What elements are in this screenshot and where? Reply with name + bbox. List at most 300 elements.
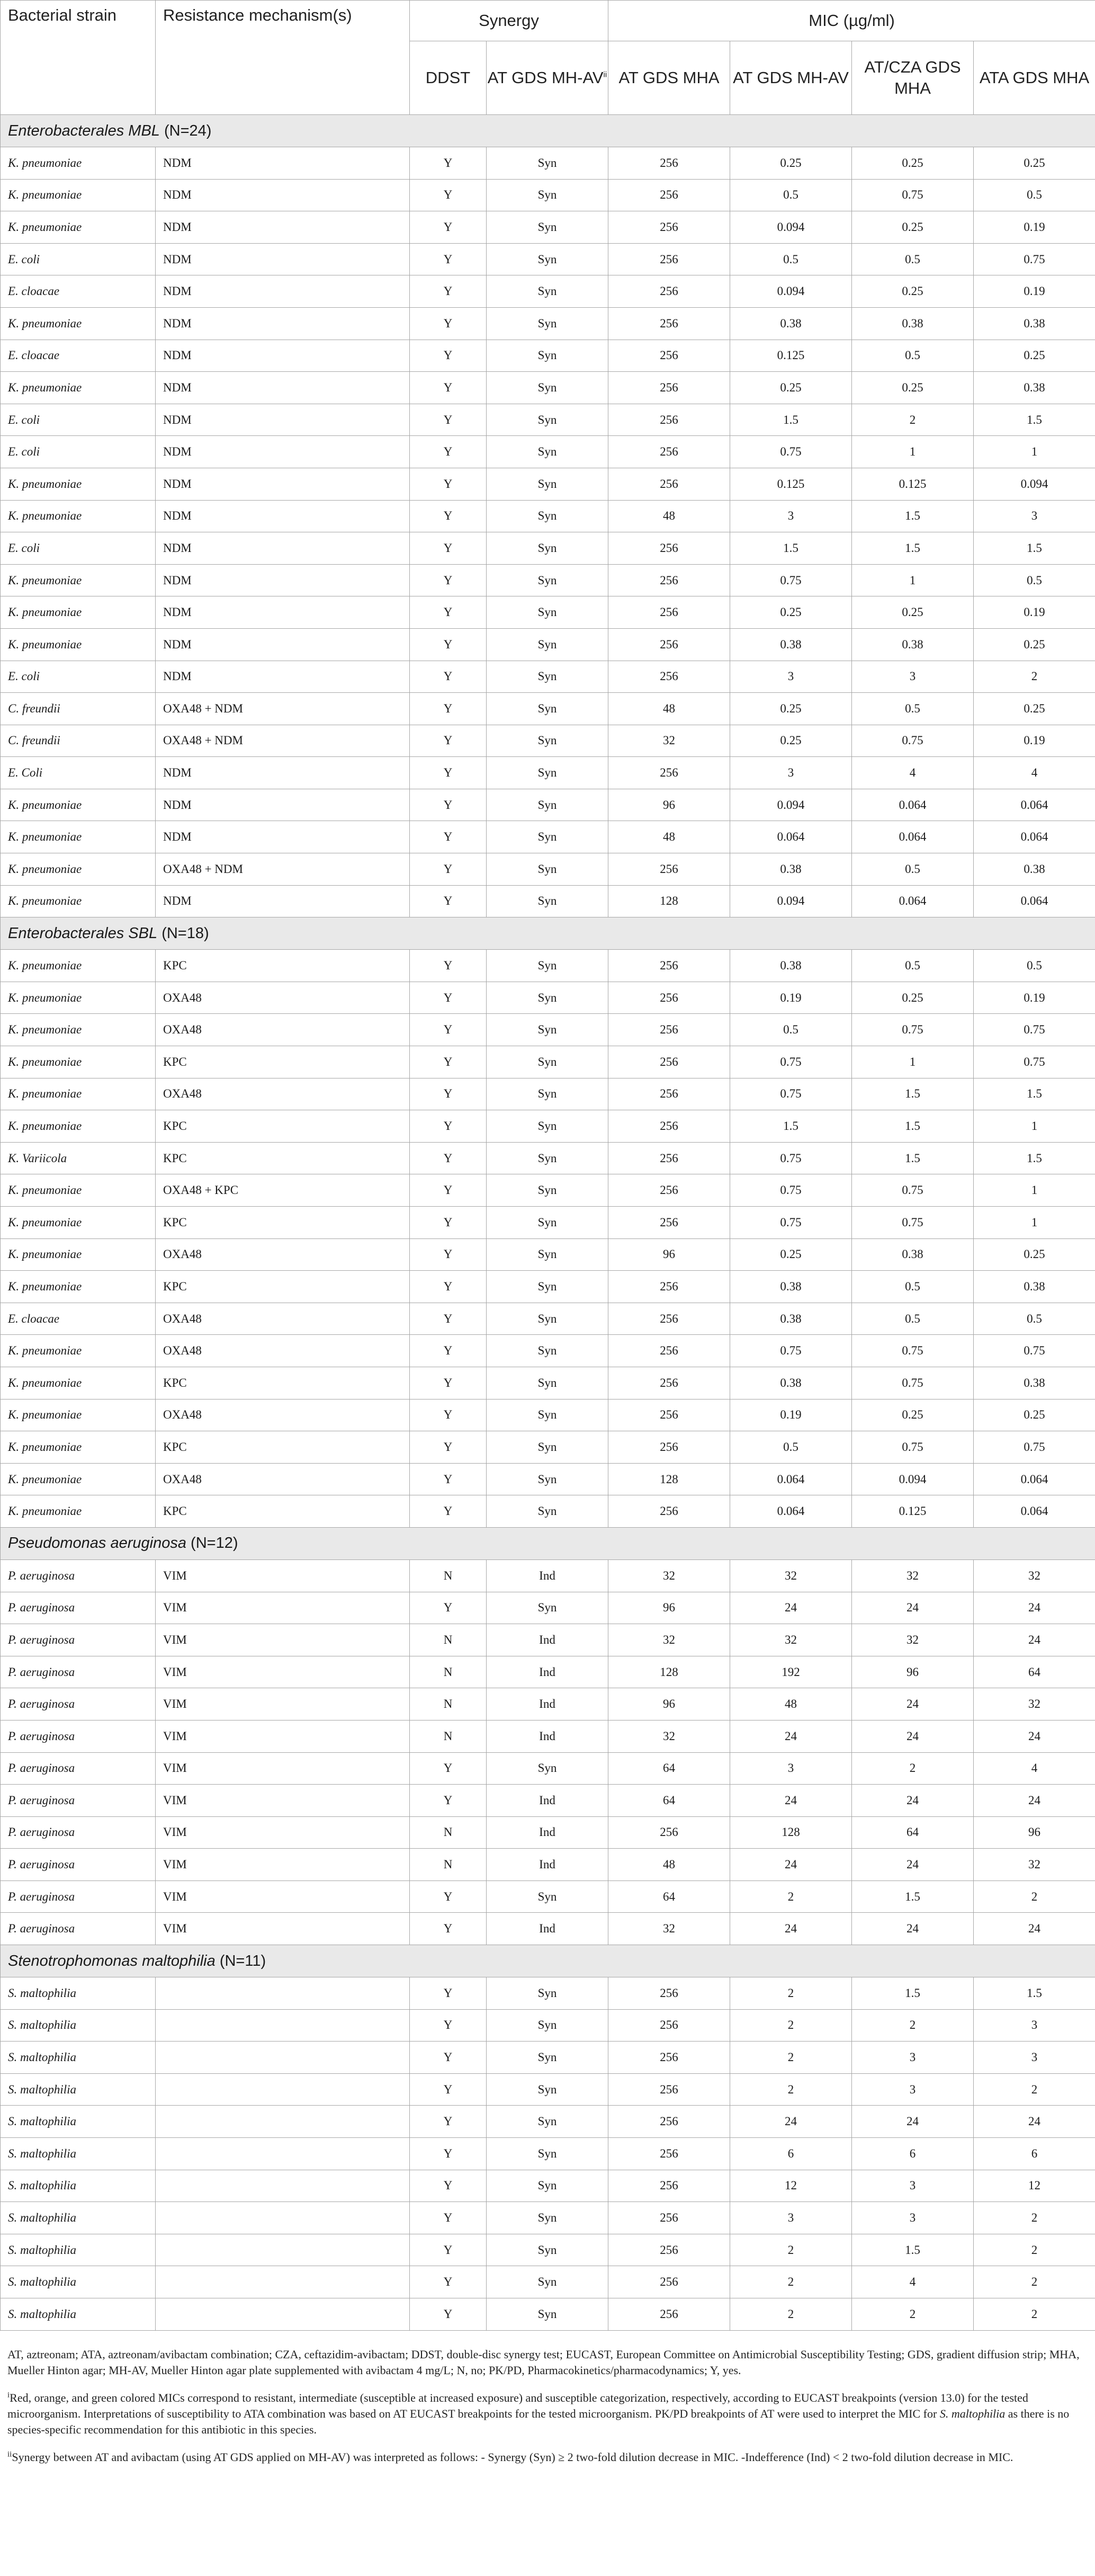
cell-strain: S. maltophilia — [1, 2073, 156, 2106]
cell-mic-ata-gds-mha: 0.38 — [974, 307, 1095, 340]
cell-mic-atcza-gds-mha: 1 — [852, 564, 974, 596]
cell-ddst: Y — [410, 1207, 487, 1239]
cell-mechanism: OXA48 — [156, 1399, 410, 1431]
cell-mic-at-gds-mha: 48 — [608, 1849, 730, 1881]
cell-strain: E. coli — [1, 404, 156, 436]
section-title — [1, 917, 1095, 950]
cell-mic-at-gds-mha: 256 — [608, 179, 730, 211]
cell-mic-at-gds-mhav: 0.75 — [730, 1207, 852, 1239]
cell-ddst: Y — [410, 2202, 487, 2234]
cell-mechanism: NDM — [156, 436, 410, 468]
cell-ddst: Y — [410, 725, 487, 757]
cell-mic-at-gds-mha: 32 — [608, 1624, 730, 1656]
cell-strain: K. pneumoniae — [1, 372, 156, 404]
cell-ddst: Y — [410, 628, 487, 661]
cell-strain: P. aeruginosa — [1, 1559, 156, 1592]
cell-mic-at-gds-mha: 64 — [608, 1752, 730, 1785]
cell-strain: P. aeruginosa — [1, 1849, 156, 1881]
cell-mic-at-gds-mhav: 3 — [730, 757, 852, 789]
cell-mic-ata-gds-mha: 0.75 — [974, 1014, 1095, 1046]
cell-strain: S. maltophilia — [1, 2009, 156, 2042]
cell-ddst: N — [410, 1688, 487, 1721]
cell-mic-atcza-gds-mha: 32 — [852, 1559, 974, 1592]
cell-synergy: Syn — [487, 1046, 608, 1078]
cell-mic-at-gds-mha: 128 — [608, 1656, 730, 1688]
cell-mic-atcza-gds-mha: 0.38 — [852, 307, 974, 340]
table-row — [1, 1849, 1095, 1881]
cell-mechanism: KPC — [156, 1495, 410, 1528]
cell-mic-at-gds-mhav: 0.5 — [730, 243, 852, 275]
section-name: Enterobacterales MBL — [8, 122, 160, 139]
cell-mic-ata-gds-mha: 0.064 — [974, 821, 1095, 853]
cell-mic-at-gds-mha: 96 — [608, 1238, 730, 1271]
table-row — [1, 436, 1095, 468]
cell-synergy: Syn — [487, 1271, 608, 1303]
cell-mechanism: KPC — [156, 1431, 410, 1464]
cell-mechanism: VIM — [156, 1880, 410, 1913]
cell-mic-at-gds-mha: 32 — [608, 725, 730, 757]
cell-ddst: Y — [410, 2234, 487, 2266]
cell-mic-at-gds-mhav: 0.19 — [730, 1399, 852, 1431]
cell-strain: E. coli — [1, 436, 156, 468]
cell-mic-at-gds-mha: 32 — [608, 1720, 730, 1752]
cell-mic-atcza-gds-mha: 0.25 — [852, 596, 974, 629]
cell-mic-ata-gds-mha: 2 — [974, 2234, 1095, 2266]
cell-mic-atcza-gds-mha: 0.5 — [852, 853, 974, 886]
cell-mic-at-gds-mha: 32 — [608, 1559, 730, 1592]
cell-synergy: Syn — [487, 661, 608, 693]
cell-strain: K. pneumoniae — [1, 789, 156, 821]
cell-mic-atcza-gds-mha: 24 — [852, 1720, 974, 1752]
cell-mic-atcza-gds-mha: 24 — [852, 1913, 974, 1945]
cell-mic-at-gds-mhav: 0.75 — [730, 1078, 852, 1110]
cell-mic-at-gds-mha: 256 — [608, 2202, 730, 2234]
cell-synergy: Syn — [487, 1014, 608, 1046]
header-ddst: DDST — [410, 41, 487, 115]
cell-mic-at-gds-mha: 32 — [608, 1913, 730, 1945]
cell-mic-ata-gds-mha: 1.5 — [974, 1142, 1095, 1174]
cell-mic-at-gds-mhav: 1.5 — [730, 1110, 852, 1143]
cell-mic-ata-gds-mha: 1 — [974, 1110, 1095, 1143]
cell-synergy: Syn — [487, 789, 608, 821]
cell-mic-atcza-gds-mha: 0.5 — [852, 243, 974, 275]
cell-mic-ata-gds-mha: 3 — [974, 2009, 1095, 2042]
cell-mechanism: VIM — [156, 1720, 410, 1752]
cell-mic-atcza-gds-mha: 0.75 — [852, 1174, 974, 1207]
cell-synergy: Syn — [487, 340, 608, 372]
cell-strain: K. pneumoniae — [1, 1014, 156, 1046]
cell-mic-at-gds-mhav: 3 — [730, 500, 852, 532]
cell-strain: K. pneumoniae — [1, 564, 156, 596]
cell-strain: K. pneumoniae — [1, 1174, 156, 1207]
cell-mic-ata-gds-mha: 24 — [974, 1624, 1095, 1656]
cell-strain: E. cloacae — [1, 340, 156, 372]
cell-mic-ata-gds-mha: 0.19 — [974, 982, 1095, 1014]
cell-ddst: Y — [410, 211, 487, 244]
table-row — [1, 821, 1095, 853]
cell-mechanism: OXA48 — [156, 982, 410, 1014]
cell-ddst: Y — [410, 2170, 487, 2202]
cell-mechanism: NDM — [156, 372, 410, 404]
cell-mic-ata-gds-mha: 0.064 — [974, 1463, 1095, 1495]
footnote-i-text-a: Red, orange, and green colored MICs correspond to resistant, intermediate (susceptible at increased exposure) and susceptible categorization, respectively, according to EUCAST breakpoints (version 13.0) for the tested microorganism. Interpretations of susceptibility to ATA combination was based on AT EUCAST breakpoints for the tested microorganism. PK/PD breakpoints of AT were used to interpret the MIC for — [7, 2391, 1028, 2420]
cell-mic-ata-gds-mha: 0.25 — [974, 147, 1095, 180]
table-row — [1, 1752, 1095, 1785]
table-row — [1, 1335, 1095, 1367]
cell-synergy: Syn — [487, 436, 608, 468]
cell-mechanism: KPC — [156, 1110, 410, 1143]
cell-mic-ata-gds-mha: 0.5 — [974, 564, 1095, 596]
cell-mic-at-gds-mhav: 0.75 — [730, 1046, 852, 1078]
cell-strain: P. aeruginosa — [1, 1720, 156, 1752]
cell-strain: K. pneumoniae — [1, 1207, 156, 1239]
cell-strain: K. pneumoniae — [1, 853, 156, 886]
cell-mic-at-gds-mhav: 6 — [730, 2138, 852, 2170]
table-row — [1, 1174, 1095, 1207]
cell-mic-atcza-gds-mha: 6 — [852, 2138, 974, 2170]
cell-mic-atcza-gds-mha: 2 — [852, 2009, 974, 2042]
cell-strain: K. pneumoniae — [1, 982, 156, 1014]
cell-mechanism: NDM — [156, 500, 410, 532]
cell-mechanism: OXA48 — [156, 1303, 410, 1335]
cell-mic-at-gds-mha: 96 — [608, 789, 730, 821]
cell-mic-at-gds-mhav: 2 — [730, 2266, 852, 2298]
cell-mic-at-gds-mha: 256 — [608, 1335, 730, 1367]
cell-synergy: Syn — [487, 243, 608, 275]
cell-mic-atcza-gds-mha: 3 — [852, 2042, 974, 2074]
section-count: (N=24) — [164, 122, 212, 139]
cell-synergy: Syn — [487, 1078, 608, 1110]
cell-mic-atcza-gds-mha: 0.5 — [852, 950, 974, 982]
cell-mic-ata-gds-mha: 0.25 — [974, 693, 1095, 725]
cell-strain: P. aeruginosa — [1, 1785, 156, 1817]
cell-mic-ata-gds-mha: 1.5 — [974, 1078, 1095, 1110]
table-row — [1, 1463, 1095, 1495]
cell-strain: K. pneumoniae — [1, 307, 156, 340]
cell-synergy: Syn — [487, 2106, 608, 2138]
cell-ddst: Y — [410, 757, 487, 789]
cell-mic-at-gds-mha: 256 — [608, 950, 730, 982]
cell-mic-ata-gds-mha: 24 — [974, 1785, 1095, 1817]
cell-mechanism: KPC — [156, 1046, 410, 1078]
cell-ddst: Y — [410, 1142, 487, 1174]
cell-mic-atcza-gds-mha: 1.5 — [852, 1142, 974, 1174]
cell-mic-ata-gds-mha: 0.38 — [974, 1367, 1095, 1399]
table-row — [1, 982, 1095, 1014]
cell-mic-at-gds-mhav: 0.75 — [730, 564, 852, 596]
cell-mic-atcza-gds-mha: 1.5 — [852, 500, 974, 532]
cell-mic-at-gds-mhav: 3 — [730, 2202, 852, 2234]
table-row — [1, 532, 1095, 565]
cell-mic-ata-gds-mha: 2 — [974, 1880, 1095, 1913]
cell-mechanism: VIM — [156, 1913, 410, 1945]
cell-ddst: Y — [410, 340, 487, 372]
cell-mic-at-gds-mhav: 2 — [730, 1977, 852, 2010]
cell-mechanism: KPC — [156, 1271, 410, 1303]
table-row — [1, 307, 1095, 340]
cell-mic-at-gds-mha: 256 — [608, 564, 730, 596]
table-row — [1, 1688, 1095, 1721]
cell-mechanism: NDM — [156, 821, 410, 853]
cell-mic-ata-gds-mha: 96 — [974, 1816, 1095, 1849]
section-header-row — [1, 1945, 1095, 1977]
cell-mic-at-gds-mha: 256 — [608, 1431, 730, 1464]
cell-strain: S. maltophilia — [1, 2202, 156, 2234]
footnote-ii — [7, 2449, 1088, 2465]
cell-mic-at-gds-mha: 256 — [608, 1207, 730, 1239]
cell-strain: P. aeruginosa — [1, 1688, 156, 1721]
cell-mic-at-gds-mhav: 2 — [730, 2073, 852, 2106]
cell-mic-at-gds-mhav: 1.5 — [730, 532, 852, 565]
cell-mic-at-gds-mhav: 0.064 — [730, 1463, 852, 1495]
cell-mechanism: NDM — [156, 307, 410, 340]
cell-mic-atcza-gds-mha: 1.5 — [852, 1110, 974, 1143]
cell-mechanism: VIM — [156, 1752, 410, 1785]
cell-mechanism: OXA48 — [156, 1335, 410, 1367]
cell-mechanism: OXA48 + NDM — [156, 693, 410, 725]
table-row — [1, 661, 1095, 693]
cell-synergy: Ind — [487, 1624, 608, 1656]
cell-mic-ata-gds-mha: 0.19 — [974, 596, 1095, 629]
cell-mic-atcza-gds-mha: 0.75 — [852, 1014, 974, 1046]
cell-mic-at-gds-mhav: 0.094 — [730, 211, 852, 244]
cell-synergy: Syn — [487, 693, 608, 725]
cell-mic-at-gds-mha: 256 — [608, 404, 730, 436]
cell-mechanism: NDM — [156, 404, 410, 436]
table-row — [1, 2202, 1095, 2234]
cell-synergy: Ind — [487, 1816, 608, 1849]
cell-mic-at-gds-mhav: 48 — [730, 1688, 852, 1721]
cell-mechanism: OXA48 — [156, 1238, 410, 1271]
table-row — [1, 1720, 1095, 1752]
cell-synergy: Syn — [487, 2042, 608, 2074]
cell-strain: P. aeruginosa — [1, 1913, 156, 1945]
cell-strain: S. maltophilia — [1, 2266, 156, 2298]
cell-mic-at-gds-mhav: 0.75 — [730, 1335, 852, 1367]
cell-strain: K. pneumoniae — [1, 1271, 156, 1303]
cell-mic-ata-gds-mha: 0.38 — [974, 853, 1095, 886]
cell-mic-at-gds-mha: 256 — [608, 243, 730, 275]
cell-synergy: Syn — [487, 1977, 608, 2010]
cell-mic-atcza-gds-mha: 0.125 — [852, 468, 974, 500]
table-row — [1, 2042, 1095, 2074]
cell-mic-at-gds-mha: 256 — [608, 1816, 730, 1849]
cell-mic-ata-gds-mha: 32 — [974, 1688, 1095, 1721]
cell-mechanism — [156, 2073, 410, 2106]
cell-ddst: N — [410, 1624, 487, 1656]
cell-strain: E. coli — [1, 661, 156, 693]
table-row — [1, 1656, 1095, 1688]
cell-mic-ata-gds-mha: 0.5 — [974, 950, 1095, 982]
cell-mic-at-gds-mha: 256 — [608, 1399, 730, 1431]
table-row — [1, 1142, 1095, 1174]
cell-synergy: Ind — [487, 1913, 608, 1945]
cell-ddst: Y — [410, 1078, 487, 1110]
table-body — [1, 115, 1095, 2331]
cell-mic-ata-gds-mha: 2 — [974, 2073, 1095, 2106]
cell-mic-atcza-gds-mha: 0.5 — [852, 1303, 974, 1335]
table-row — [1, 1046, 1095, 1078]
cell-mic-atcza-gds-mha: 1 — [852, 436, 974, 468]
cell-mic-ata-gds-mha: 0.064 — [974, 789, 1095, 821]
cell-mic-at-gds-mhav: 12 — [730, 2170, 852, 2202]
cell-mic-at-gds-mhav: 3 — [730, 1752, 852, 1785]
header-strain: Bacterial strain — [1, 1, 156, 115]
header-ata-gds-mha: ATA GDS MHA — [974, 41, 1095, 115]
cell-ddst: Y — [410, 1399, 487, 1431]
table-row — [1, 789, 1095, 821]
cell-mic-ata-gds-mha: 12 — [974, 2170, 1095, 2202]
cell-ddst: Y — [410, 1174, 487, 1207]
cell-strain: K. pneumoniae — [1, 950, 156, 982]
cell-synergy: Syn — [487, 564, 608, 596]
cell-mechanism: NDM — [156, 757, 410, 789]
cell-mechanism: OXA48 — [156, 1463, 410, 1495]
table-row — [1, 757, 1095, 789]
footnote-i-text-b: as there is no species-specific recommendation for this antibiotic in this species. — [7, 2407, 1070, 2436]
cell-ddst: Y — [410, 661, 487, 693]
cell-mic-atcza-gds-mha: 0.25 — [852, 982, 974, 1014]
cell-mic-ata-gds-mha: 2 — [974, 2298, 1095, 2331]
table-row — [1, 693, 1095, 725]
cell-mic-at-gds-mhav: 2 — [730, 2234, 852, 2266]
cell-mic-ata-gds-mha: 1.5 — [974, 1977, 1095, 2010]
cell-synergy: Syn — [487, 500, 608, 532]
cell-mic-atcza-gds-mha: 0.25 — [852, 1399, 974, 1431]
cell-mic-atcza-gds-mha: 0.75 — [852, 1367, 974, 1399]
header-atcza-gds-mha: AT/CZA GDS MHA — [852, 41, 974, 115]
cell-mic-at-gds-mhav: 24 — [730, 2106, 852, 2138]
cell-mic-ata-gds-mha: 0.75 — [974, 1046, 1095, 1078]
cell-mechanism: KPC — [156, 1367, 410, 1399]
cell-mic-atcza-gds-mha: 2 — [852, 1752, 974, 1785]
cell-strain: S. maltophilia — [1, 1977, 156, 2010]
cell-strain: K. pneumoniae — [1, 1495, 156, 1528]
cell-strain: S. maltophilia — [1, 2138, 156, 2170]
cell-strain: K. pneumoniae — [1, 1463, 156, 1495]
cell-mic-ata-gds-mha: 1 — [974, 1174, 1095, 1207]
cell-mic-at-gds-mhav: 0.25 — [730, 1238, 852, 1271]
cell-mic-ata-gds-mha: 64 — [974, 1656, 1095, 1688]
cell-mic-at-gds-mhav: 1.5 — [730, 404, 852, 436]
cell-mic-at-gds-mhav: 2 — [730, 2042, 852, 2074]
cell-strain: K. pneumoniae — [1, 1110, 156, 1143]
cell-synergy: Syn — [487, 468, 608, 500]
cell-mic-at-gds-mhav: 0.094 — [730, 275, 852, 308]
table-row — [1, 2266, 1095, 2298]
cell-mic-ata-gds-mha: 24 — [974, 1720, 1095, 1752]
cell-mic-ata-gds-mha: 0.5 — [974, 179, 1095, 211]
cell-mic-at-gds-mhav: 0.125 — [730, 340, 852, 372]
cell-ddst: Y — [410, 1495, 487, 1528]
section-name: Enterobacterales SBL — [8, 924, 158, 942]
cell-mic-at-gds-mhav: 0.094 — [730, 885, 852, 917]
cell-ddst: N — [410, 1656, 487, 1688]
cell-ddst: Y — [410, 1785, 487, 1817]
cell-strain: K. pneumoniae — [1, 1431, 156, 1464]
cell-mic-at-gds-mhav: 0.38 — [730, 1271, 852, 1303]
cell-mic-ata-gds-mha: 0.75 — [974, 1335, 1095, 1367]
table-row — [1, 1624, 1095, 1656]
cell-synergy: Syn — [487, 275, 608, 308]
cell-synergy: Syn — [487, 1367, 608, 1399]
cell-mic-at-gds-mha: 48 — [608, 821, 730, 853]
table-row — [1, 1592, 1095, 1624]
cell-strain: S. maltophilia — [1, 2170, 156, 2202]
cell-mic-at-gds-mhav: 0.38 — [730, 1367, 852, 1399]
cell-mic-at-gds-mha: 256 — [608, 2234, 730, 2266]
cell-strain: K. pneumoniae — [1, 1238, 156, 1271]
cell-synergy: Syn — [487, 1142, 608, 1174]
cell-mic-atcza-gds-mha: 24 — [852, 1592, 974, 1624]
cell-mechanism: NDM — [156, 564, 410, 596]
cell-mic-at-gds-mha: 256 — [608, 1014, 730, 1046]
table-row — [1, 1078, 1095, 1110]
table-row — [1, 404, 1095, 436]
cell-synergy: Syn — [487, 1463, 608, 1495]
cell-mic-ata-gds-mha: 0.25 — [974, 1399, 1095, 1431]
cell-strain: P. aeruginosa — [1, 1816, 156, 1849]
cell-mic-at-gds-mha: 256 — [608, 1495, 730, 1528]
table-row — [1, 1207, 1095, 1239]
cell-ddst: Y — [410, 2073, 487, 2106]
cell-mechanism: OXA48 + NDM — [156, 853, 410, 886]
cell-ddst: Y — [410, 2106, 487, 2138]
section-count: (N=11) — [219, 1952, 266, 1969]
cell-ddst: Y — [410, 275, 487, 308]
cell-ddst: Y — [410, 2266, 487, 2298]
cell-mic-atcza-gds-mha: 0.75 — [852, 1431, 974, 1464]
cell-mic-at-gds-mhav: 0.38 — [730, 1303, 852, 1335]
cell-strain: S. maltophilia — [1, 2106, 156, 2138]
table-row — [1, 1880, 1095, 1913]
cell-ddst: Y — [410, 1752, 487, 1785]
cell-mic-at-gds-mha: 256 — [608, 2073, 730, 2106]
cell-mic-at-gds-mha: 256 — [608, 1046, 730, 1078]
cell-mic-at-gds-mhav: 24 — [730, 1592, 852, 1624]
cell-strain: S. maltophilia — [1, 2042, 156, 2074]
cell-mic-atcza-gds-mha: 96 — [852, 1656, 974, 1688]
cell-mic-at-gds-mha: 256 — [608, 468, 730, 500]
cell-ddst: Y — [410, 693, 487, 725]
cell-synergy: Syn — [487, 757, 608, 789]
header-at-gds-mhav-label: AT GDS MH-AV — [487, 68, 604, 87]
cell-mic-ata-gds-mha: 3 — [974, 2042, 1095, 2074]
cell-strain: K. pneumoniae — [1, 500, 156, 532]
header-footnote-marker: ii — [603, 70, 607, 79]
cell-mic-ata-gds-mha: 6 — [974, 2138, 1095, 2170]
cell-mechanism: OXA48 — [156, 1014, 410, 1046]
table-row — [1, 211, 1095, 244]
cell-mic-atcza-gds-mha: 0.38 — [852, 1238, 974, 1271]
section-name: Pseudomonas aeruginosa — [8, 1535, 186, 1552]
cell-ddst: N — [410, 1720, 487, 1752]
cell-strain: K. pneumoniae — [1, 1046, 156, 1078]
cell-mic-at-gds-mhav: 0.38 — [730, 628, 852, 661]
header-at-gds-mha: AT GDS MHA — [608, 41, 730, 115]
footnote-ii-marker: ii — [7, 2450, 12, 2459]
cell-mic-at-gds-mha: 256 — [608, 1142, 730, 1174]
cell-mic-atcza-gds-mha: 0.064 — [852, 821, 974, 853]
cell-mechanism: KPC — [156, 1207, 410, 1239]
cell-mic-atcza-gds-mha: 2 — [852, 2298, 974, 2331]
cell-mechanism: NDM — [156, 661, 410, 693]
cell-ddst: Y — [410, 950, 487, 982]
cell-synergy: Syn — [487, 1207, 608, 1239]
cell-synergy: Syn — [487, 404, 608, 436]
cell-ddst: Y — [410, 1046, 487, 1078]
cell-mic-atcza-gds-mha: 1.5 — [852, 532, 974, 565]
